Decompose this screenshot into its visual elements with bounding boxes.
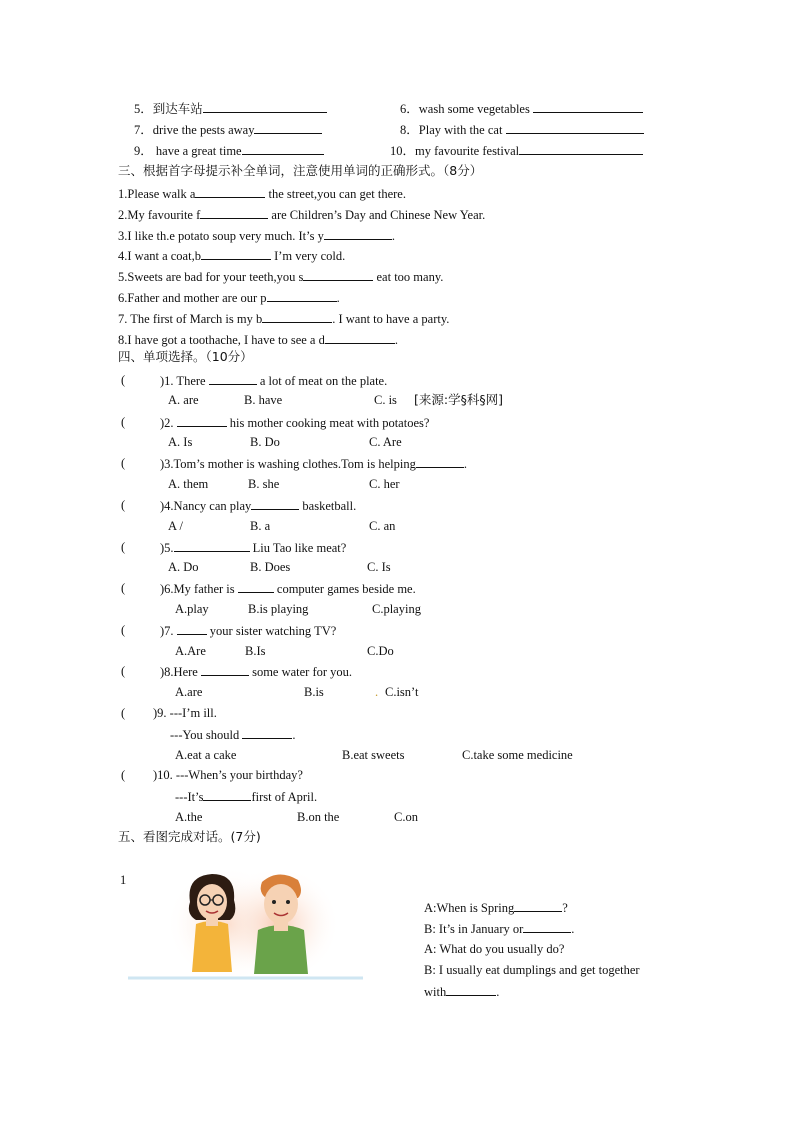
- part3-item-7: 7. The first of March is my b . I want to have a party.: [118, 312, 450, 326]
- q6-stem: )6.My father is computer games beside me.: [160, 582, 416, 596]
- q7-option-c[interactable]: C.Do: [367, 644, 394, 658]
- q8-stem: )8.Here some water for you.: [160, 665, 353, 679]
- answer-blank[interactable]: [523, 921, 571, 933]
- stray-dot: .: [375, 685, 379, 699]
- q7-option-b[interactable]: B.Is: [245, 644, 266, 658]
- q3-paren[interactable]: (: [121, 456, 126, 470]
- q1-option-b[interactable]: B. have: [244, 393, 283, 407]
- q1-option-a[interactable]: A. are: [168, 393, 199, 407]
- q9-option-b[interactable]: B.eat sweets: [342, 748, 405, 762]
- part3-item-3: 3.I like th.e potato soup very much. It’s y .: [118, 229, 395, 243]
- q9-sub: ---You should .: [170, 728, 296, 742]
- q9-paren[interactable]: (: [121, 706, 126, 720]
- q7-paren[interactable]: (: [121, 623, 126, 637]
- answer-blank[interactable]: [262, 311, 332, 323]
- two-children-illustration: [128, 862, 368, 982]
- answer-blank[interactable]: [416, 456, 464, 468]
- answer-blank[interactable]: [251, 498, 299, 510]
- q5-paren[interactable]: (: [121, 540, 126, 554]
- answer-blank[interactable]: [506, 122, 644, 134]
- answer-blank[interactable]: [303, 269, 373, 281]
- q7-stem: )7. your sister watching TV?: [160, 624, 337, 638]
- q1-stem: )1. There a lot of meat on the plate.: [160, 374, 388, 388]
- q5-option-b[interactable]: B. Does: [250, 560, 291, 574]
- part3-item-1: 1.Please walk a the street,you can get there.: [118, 187, 406, 201]
- answer-blank[interactable]: [201, 664, 249, 676]
- part2-item-6: 6．wash some vegetables: [400, 101, 643, 116]
- q6-option-a[interactable]: A.play: [175, 602, 209, 616]
- answer-blank[interactable]: [238, 581, 274, 593]
- part2-item-10: 10．my favourite festival: [390, 143, 643, 158]
- q10-stem: )10. ---When’s your birthday?: [153, 768, 303, 782]
- answer-blank[interactable]: [195, 186, 265, 198]
- q8-paren[interactable]: (: [121, 664, 126, 678]
- answer-blank[interactable]: [324, 228, 392, 240]
- dialog-line-3: A: What do you usually do?: [424, 942, 565, 956]
- part3-item-4: 4.I want a coat,b I’m very cold.: [118, 249, 346, 263]
- q6-paren[interactable]: (: [121, 581, 126, 595]
- q8-option-a[interactable]: A.are: [175, 685, 203, 699]
- q1-option-c[interactable]: C. is: [374, 393, 397, 407]
- q7-option-a[interactable]: A.Are: [175, 644, 206, 658]
- q9-stem: )9. ---I’m ill.: [153, 706, 217, 720]
- answer-blank[interactable]: [203, 789, 251, 801]
- q2-option-b[interactable]: B. Do: [250, 435, 280, 449]
- q3-stem: )3.Tom’s mother is washing clothes.Tom is helping .: [160, 457, 467, 471]
- answer-blank[interactable]: [177, 415, 227, 427]
- part5-item-number: 1: [120, 873, 127, 887]
- q2-option-a[interactable]: A. Is: [168, 435, 193, 449]
- dialog-line-5: with .: [424, 985, 500, 999]
- q2-paren[interactable]: (: [121, 415, 126, 429]
- answer-blank[interactable]: [267, 290, 337, 302]
- part2-item-9: 9． have a great time: [134, 143, 324, 158]
- answer-blank[interactable]: [446, 984, 496, 996]
- q10-option-c[interactable]: C.on: [394, 810, 418, 824]
- q10-option-b[interactable]: B.on the: [297, 810, 340, 824]
- q4-paren[interactable]: (: [121, 498, 126, 512]
- q4-option-c[interactable]: C. an: [369, 519, 396, 533]
- answer-blank[interactable]: [177, 623, 207, 635]
- part3-item-2: 2.My favourite f are Children’s Day and Chinese New Year.: [118, 208, 486, 222]
- q1-paren[interactable]: (: [121, 373, 126, 387]
- answer-blank[interactable]: [242, 143, 324, 155]
- part3-item-6: 6.Father and mother are our p .: [118, 291, 340, 305]
- answer-blank[interactable]: [200, 207, 268, 219]
- part5-title: 五、看图完成对话。(7分): [118, 829, 261, 844]
- part2-item-8: 8．Play with the cat: [400, 122, 644, 137]
- answer-blank[interactable]: [514, 900, 562, 912]
- q4-stem: )4.Nancy can play basketball.: [160, 499, 357, 513]
- dialog-line-2: B: It’s in January or .: [424, 922, 575, 936]
- q5-stem: )5. Liu Tao like meat?: [160, 541, 347, 555]
- source-watermark: [来源:学§科§网]: [414, 392, 503, 407]
- q6-option-c[interactable]: C.playing: [372, 602, 421, 616]
- q8-option-b[interactable]: B.is: [304, 685, 324, 699]
- part2-item-5: 5．到达车站: [134, 101, 327, 116]
- q9-option-a[interactable]: A.eat a cake: [175, 748, 237, 762]
- q2-option-c[interactable]: C. Are: [369, 435, 402, 449]
- answer-blank[interactable]: [203, 101, 327, 113]
- q6-option-b[interactable]: B.is playing: [248, 602, 309, 616]
- part3-item-5: 5.Sweets are bad for your teeth,you s eat too many.: [118, 270, 444, 284]
- answer-blank[interactable]: [325, 332, 395, 344]
- answer-blank[interactable]: [254, 122, 322, 134]
- q3-option-a[interactable]: A. them: [168, 477, 209, 491]
- answer-blank[interactable]: [209, 373, 257, 385]
- q2-stem: )2. his mother cooking meat with potatoes?: [160, 416, 430, 430]
- q9-option-c[interactable]: C.take some medicine: [462, 748, 573, 762]
- dialog-line-4: B: I usually eat dumplings and get together: [424, 963, 640, 977]
- answer-blank[interactable]: [533, 101, 643, 113]
- answer-blank[interactable]: [174, 540, 250, 552]
- q5-option-a[interactable]: A. Do: [168, 560, 199, 574]
- part4-title: 四、单项选择。（10分）: [118, 349, 253, 364]
- q4-option-b[interactable]: B. a: [250, 519, 271, 533]
- q10-sub: ---It’s first of April.: [175, 790, 318, 804]
- q10-option-a[interactable]: A.the: [175, 810, 203, 824]
- q10-paren[interactable]: (: [121, 768, 126, 782]
- answer-blank[interactable]: [242, 727, 292, 739]
- q4-option-a[interactable]: A /: [168, 519, 183, 533]
- q5-option-c[interactable]: C. Is: [367, 560, 391, 574]
- part2-item-7: 7．drive the pests away: [134, 122, 322, 137]
- part3-item-8: 8.I have got a toothache, I have to see a d .: [118, 333, 398, 347]
- q3-option-c[interactable]: C. her: [369, 477, 400, 491]
- dialog-line-1: A:When is Spring ?: [424, 901, 568, 915]
- q3-option-b[interactable]: B. she: [248, 477, 280, 491]
- answer-blank[interactable]: [201, 248, 271, 260]
- q8-option-c[interactable]: C.isn’t: [385, 685, 419, 699]
- part3-title: 三、根据首字母提示补全单词，注意使用单词的正确形式。（8分）: [118, 163, 483, 178]
- answer-blank[interactable]: [519, 143, 643, 155]
